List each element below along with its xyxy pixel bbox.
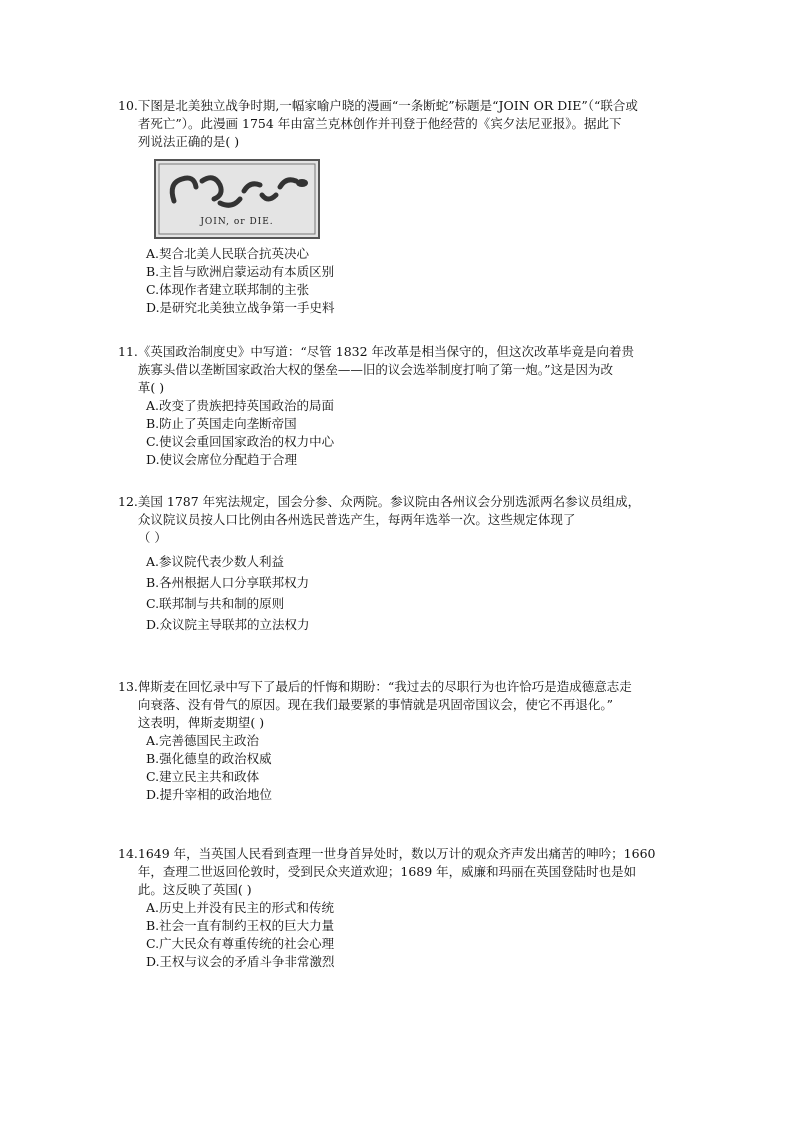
option-c[interactable]: C.体现作者建立联邦制的主张 xyxy=(146,282,310,297)
question-12 xyxy=(118,493,703,635)
option-c[interactable]: C.使议会重回国家政治的权力中心 xyxy=(146,434,335,449)
option-c[interactable]: C.联邦制与共和制的原则 xyxy=(146,596,285,611)
snake-segment xyxy=(262,195,276,199)
question-stem xyxy=(118,845,703,899)
question-11 xyxy=(118,343,703,469)
stem-line: 《英国政治制度史》中写道：“尽管 1832 年改革是相当保守的，但这次改革毕竟是向着贵 xyxy=(137,344,635,359)
options-list xyxy=(146,245,703,317)
options-list xyxy=(146,397,703,469)
option-b[interactable]: B.社会一直有制约王权的巨大力量 xyxy=(146,918,335,933)
join-or-die-cartoon xyxy=(154,159,320,239)
stem-line: 者死亡”）。此漫画 1754 年由富兰克林创作并刊登于他经营的《宾夕法尼亚报》。据此下 xyxy=(137,116,622,131)
question-number: 10. xyxy=(118,98,138,113)
stem-line: 俾斯麦在回忆录中写下了最后的忏悔和期盼：“我过去的尽职行为也许恰巧是造成德意志走 xyxy=(137,679,632,694)
option-d[interactable]: D.众议院主导联邦的立法权力 xyxy=(146,617,310,632)
question-number: 13. xyxy=(118,679,138,694)
options-list xyxy=(146,551,703,635)
question-number: 12. xyxy=(118,494,138,509)
snake-segment xyxy=(220,199,240,205)
option-a[interactable]: A.历史上并没有民主的形式和传统 xyxy=(146,900,335,915)
option-a[interactable]: A.契合北美人民联合抗英决心 xyxy=(146,246,310,261)
stem-line: 1649 年，当英国人民看到查理一世身首异处时，数以万计的观众齐声发出痛苦的呻吟；1660 xyxy=(137,846,656,861)
stem-line: （ ） xyxy=(137,530,167,545)
question-stem xyxy=(118,678,703,732)
options-list xyxy=(146,732,703,804)
option-d[interactable]: D.王权与议会的矛盾斗争非常激烈 xyxy=(146,954,335,969)
options-list xyxy=(146,899,703,971)
option-a[interactable]: A.参议院代表少数人利益 xyxy=(146,554,285,569)
option-b[interactable]: B.防止了英国走向垄断帝国 xyxy=(146,416,297,431)
snake-segment xyxy=(244,184,260,191)
stem-line: 众议院议员按人口比例由各州选民普选产生，每两年选举一次。这些规定体现了 xyxy=(137,512,576,527)
question-13 xyxy=(118,678,703,804)
question-number: 11. xyxy=(118,344,138,359)
stem-line: 向衰落、没有骨气的原因。现在我们最要紧的事情就是巩固帝国议会，使它不再退化。” xyxy=(137,697,614,712)
option-d[interactable]: D.使议会席位分配趋于合理 xyxy=(146,452,298,467)
option-c[interactable]: C.广大民众有尊重传统的社会心理 xyxy=(146,936,335,951)
option-d[interactable]: D.是研究北美独立战争第一手史料 xyxy=(146,300,335,315)
stem-line: 年，查理二世返回伦敦时，受到民众夹道欢迎；1689 年，威廉和玛丽在英国登陆时也是如 xyxy=(137,864,637,879)
stem-line: 美国 1787 年宪法规定，国会分参、众两院。参议院由各州议会分别选派两名参议员组成， xyxy=(137,494,641,509)
stem-line: 列说法正确的是( ) xyxy=(137,134,240,149)
snake-segment xyxy=(172,178,196,201)
option-a[interactable]: A.完善德国民主政治 xyxy=(146,733,260,748)
snake-head xyxy=(296,179,308,187)
stem-line: 这表明，俾斯麦期望( ) xyxy=(137,715,265,730)
stem-line: 革( ) xyxy=(137,380,165,395)
stem-line: 族寡头借以垄断国家政治大权的堡垒——旧的议会选举制度打响了第一炮。”这是因为改 xyxy=(137,362,614,377)
snake-segment xyxy=(280,180,296,187)
question-14 xyxy=(118,845,703,971)
stem-line: 下图是北美独立战争时期,一幅家喻户晓的漫画“一条断蛇”标题是“JOIN OR DIE”（“联合或 xyxy=(137,98,638,113)
option-b[interactable]: B.主旨与欧洲启蒙运动有本质区别 xyxy=(146,264,335,279)
option-b[interactable]: B.各州根据人口分享联邦权力 xyxy=(146,575,310,590)
stem-line: 此。这反映了英国( ) xyxy=(137,882,252,897)
option-b[interactable]: B.强化德皇的政治权威 xyxy=(146,751,272,766)
option-d[interactable]: D.提升宰相的政治地位 xyxy=(146,787,273,802)
question-number: 14. xyxy=(118,846,138,861)
question-stem xyxy=(118,343,703,397)
option-a[interactable]: A.改变了贵族把持英国政治的局面 xyxy=(146,398,335,413)
question-10 xyxy=(118,97,703,317)
question-stem xyxy=(118,97,703,151)
snake-segment xyxy=(202,178,221,199)
question-stem xyxy=(118,493,703,547)
cartoon-caption: JOIN, or DIE. xyxy=(200,217,274,227)
option-c[interactable]: C.建立民主共和政体 xyxy=(146,769,260,784)
